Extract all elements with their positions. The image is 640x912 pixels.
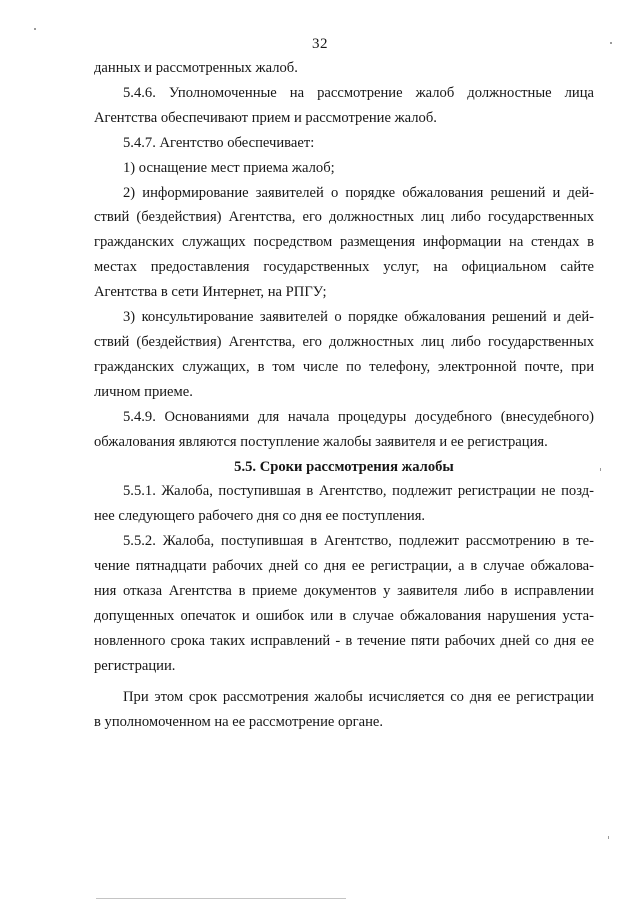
text-line: регистрации. bbox=[94, 657, 176, 674]
paragraph bbox=[94, 81, 594, 131]
text-line: ствий (бездействия) Агентства, его должностных лиц либо государственных bbox=[94, 209, 594, 226]
text-line: обжалования являются поступление жалобы заявителя и ее регистрация. bbox=[94, 433, 548, 450]
paragraph bbox=[94, 131, 594, 156]
text-line: допущенных опечаток и ошибок или в случае обжалования нарушения уста- bbox=[94, 607, 594, 624]
text-line: 5.5. Сроки рассмотрения жалобы bbox=[234, 458, 454, 475]
text-line: новленного срока таких исправлений - в течение пяти рабочих дней со дня ее bbox=[94, 632, 594, 649]
paragraph bbox=[94, 305, 594, 405]
text-line: Агентства обеспечивают прием и рассмотрение жалоб. bbox=[94, 109, 437, 126]
text-line: 5.4.6. Уполномоченные на рассмотрение жалоб должностные лица bbox=[123, 84, 594, 101]
paragraph bbox=[94, 479, 594, 529]
text-line: ния отказа Агентства в приеме документов у заявителя либо в исправлении bbox=[94, 583, 594, 600]
text-line: ствий (бездействия) Агентства, его должностных лиц либо государственных bbox=[94, 333, 594, 350]
scan-artifact bbox=[608, 836, 609, 839]
body-text bbox=[94, 56, 594, 734]
text-line: данных и рассмотренных жалоб. bbox=[94, 60, 298, 76]
text-line: 5.5.1. Жалоба, поступившая в Агентство, подлежит регистрации не позд- bbox=[123, 483, 594, 500]
text-line: нее следующего рабочего дня со дня ее поступления. bbox=[94, 508, 426, 525]
text-line: личном приеме. bbox=[94, 383, 193, 400]
text-line: 5.4.9. Основаниями для начала процедуры досудебного (внесудебного) bbox=[123, 408, 594, 425]
scan-artifact bbox=[96, 898, 346, 899]
text-line: 5.5.2. Жалоба, поступившая в Агентство, подлежит рассмотрению в те- bbox=[123, 533, 594, 550]
text-line: гражданских служащих посредством размещения информации на стендах в bbox=[94, 234, 594, 251]
paragraph bbox=[94, 529, 594, 678]
text-line: 5.4.7. Агентство обеспечивает: bbox=[123, 134, 315, 151]
page-number: 32 bbox=[312, 36, 328, 52]
text-line: 3) консультирование заявителей о порядке обжалования решений и дей- bbox=[123, 309, 594, 326]
scan-artifact bbox=[34, 28, 36, 30]
paragraph bbox=[94, 405, 594, 455]
paragraph bbox=[94, 56, 594, 81]
text-line: чение пятнадцати рабочих дней со дня ее регистрации, а в случае обжалова- bbox=[94, 558, 594, 575]
scan-artifact bbox=[600, 468, 601, 471]
paragraph bbox=[94, 156, 594, 181]
paragraph bbox=[94, 181, 594, 306]
text-line: местах предоставления государственных услуг, на официальном сайте bbox=[94, 259, 594, 276]
text-line: в уполномоченном на ее рассмотрение органе. bbox=[94, 713, 384, 730]
text-line: 1) оснащение мест приема жалоб; bbox=[123, 159, 335, 176]
paragraph bbox=[94, 685, 594, 735]
text-line: Агентства в сети Интернет, на РПГУ; bbox=[94, 284, 327, 301]
text-line: При этом срок рассмотрения жалобы исчисляется со дня ее регистрации bbox=[123, 688, 594, 705]
text-line: 2) информирование заявителей о порядке обжалования решений и дей- bbox=[123, 184, 594, 201]
section-heading bbox=[94, 455, 594, 480]
text-line: гражданских служащих, в том числе по телефону, электронной почте, при bbox=[94, 358, 594, 375]
scan-artifact bbox=[610, 42, 612, 44]
